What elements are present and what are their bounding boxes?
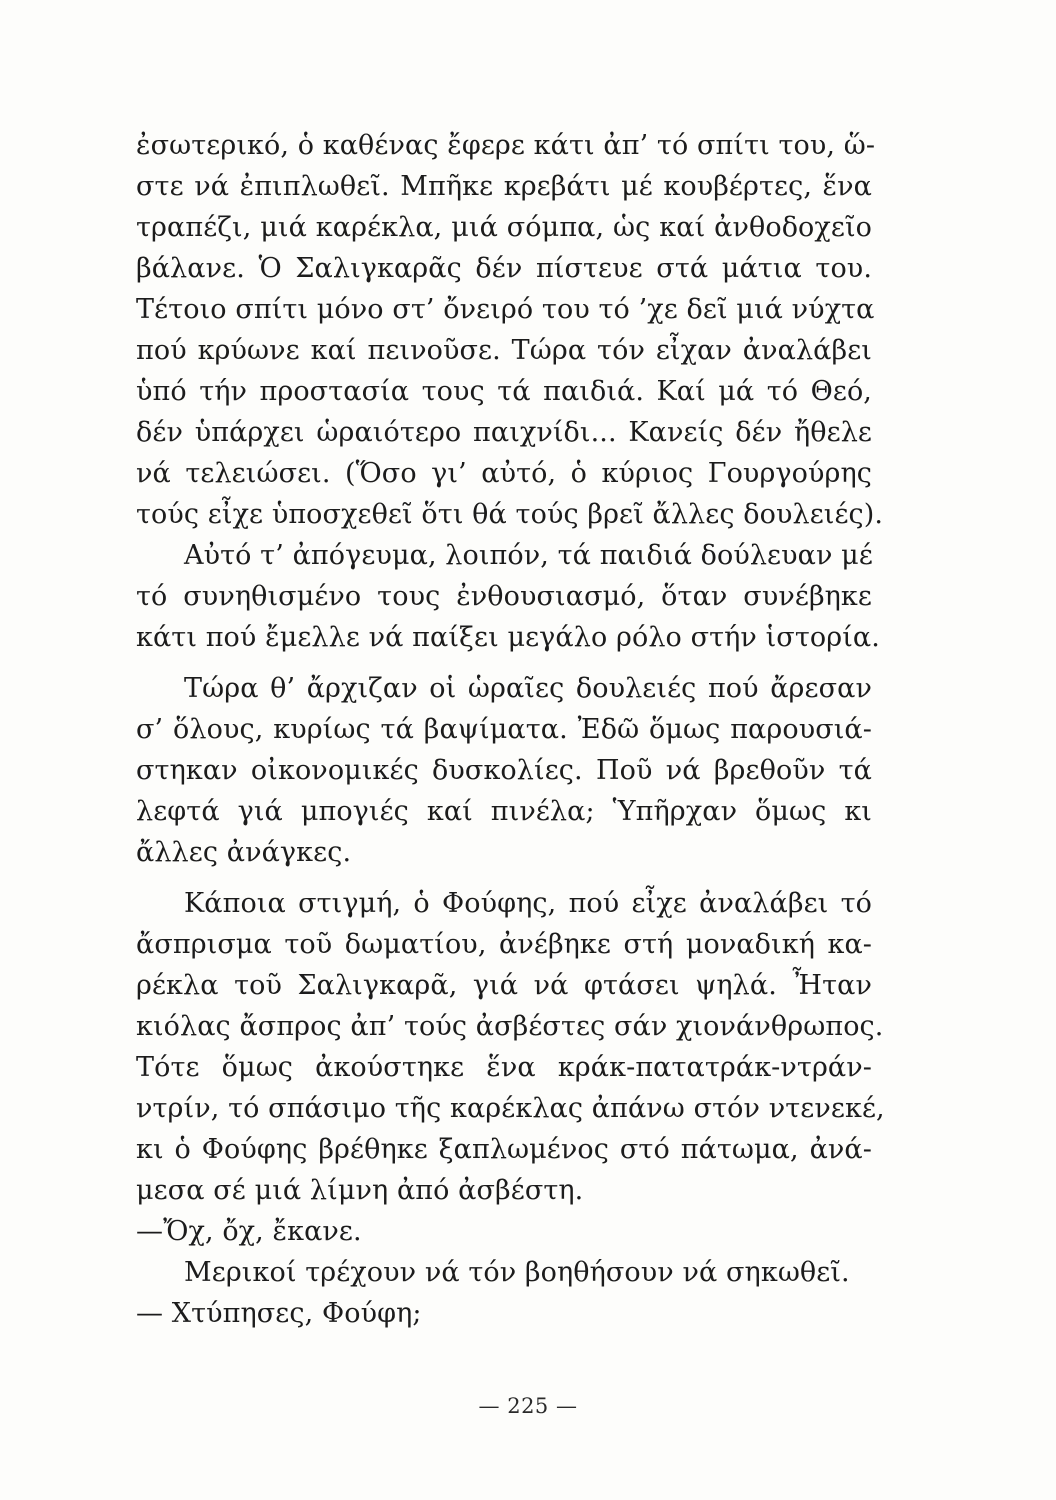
text-line: Τότε ὅμως ἀκούστηκε ἕνα κράκ-πατατράκ-ντράν- xyxy=(136,1052,872,1083)
text-line: βάλανε. Ὁ Σαλιγκαρᾶς δέν πίστευε στά μάτια του. xyxy=(136,253,872,284)
text-line: ἄσπρισμα τοῦ δωματίου, ἀνέβηκε στή μοναδική κα- xyxy=(136,929,872,960)
text-line: Τέτοιο σπίτι μόνο στ’ ὄνειρό του τό ’χε δεῖ μιά νύχτα xyxy=(136,294,875,325)
dialogue-line: —Ὄχ, ὄχ, ἔκανε. xyxy=(136,1216,362,1247)
text-line: ρέκλα τοῦ Σαλιγκαρᾶ, γιά νά φτάσει ψηλά. Ἦταν xyxy=(136,970,872,1001)
text-line: τραπέζι, μιά καρέκλα, μιά σόμπα, ὡς καί ἀνθοδοχεῖο xyxy=(136,212,872,243)
text-line: λεφτά γιά μπογιές καί πινέλα; Ὑπῆρχαν ὅμως κι xyxy=(136,796,872,827)
text-line: ἐσωτερικό, ὁ καθένας ἔφερε κάτι ἀπ’ τό σπίτι του, ὥ- xyxy=(136,130,876,161)
paragraph-start-line: Κάποια στιγμή, ὁ Φούφης, πού εἶχε ἀναλάβει τό xyxy=(184,888,872,919)
text-line: ὑπό τήν προστασία τους τά παιδιά. Καί μά τό Θεό, xyxy=(136,376,872,407)
text-line: στηκαν οἰκονομικές δυσκολίες. Ποῦ νά βρεθοῦν τά xyxy=(136,755,872,786)
paragraph-start-line: Τώρα θ’ ἄρχιζαν οἱ ὡραῖες δουλειές πού ἄρεσαν xyxy=(184,673,872,704)
text-line: κιόλας ἄσπρος ἀπ’ τούς ἀσβέστες σάν χιονάνθρωπος. xyxy=(136,1011,884,1042)
dialogue-line: — Χτύπησες, Φούφη; xyxy=(136,1298,422,1329)
paragraph-start-line: Αὐτό τ’ ἀπόγευμα, λοιπόν, τά παιδιά δούλευαν μέ xyxy=(184,540,873,571)
text-line: ντρίν, τό σπάσιμο τῆς καρέκλας ἀπάνω στόν ντενεκέ, xyxy=(136,1093,885,1124)
text-line: δέν ὑπάρχει ὡραιότερο παιχνίδι... Κανείς δέν ἤθελε xyxy=(136,417,872,448)
body-text xyxy=(136,125,885,1334)
text-line: νά τελειώσει. (Ὅσο γι’ αὐτό, ὁ κύριος Γουργούρης xyxy=(136,458,872,489)
text-line: ἄλλες ἀνάγκες. xyxy=(136,837,352,868)
text-line: μεσα σέ μιά λίμνη ἀπό ἀσβέστη. xyxy=(136,1175,584,1206)
text-line: σ’ ὅλους, κυρίως τά βαψίματα. Ἐδῶ ὅμως παρουσιά- xyxy=(136,714,872,745)
text-line: στε νά ἐπιπλωθεῖ. Μπῆκε κρεβάτι μέ κουβέρτες, ἕνα xyxy=(136,171,872,202)
text-line: πού κρύωνε καί πεινοῦσε. Τώρα τόν εἶχαν ἀναλάβει xyxy=(136,335,872,366)
text-line: τούς εἶχε ὑποσχεθεῖ ὅτι θά τούς βρεῖ ἄλλες δουλειές). xyxy=(136,499,884,530)
text-line: κάτι πού ἔμελλε νά παίξει μεγάλο ρόλο στήν ἱστορία. xyxy=(136,622,880,653)
text-line: κι ὁ Φούφης βρέθηκε ξαπλωμένος στό πάτωμα, ἀνά- xyxy=(136,1134,872,1165)
page-number: — 225 — xyxy=(478,1394,578,1418)
text-line: τό συνηθισμένο τους ἐνθουσιασμό, ὅταν συνέβηκε xyxy=(136,581,872,612)
paragraph-start-line: Μερικοί τρέχουν νά τόν βοηθήσουν νά σηκωθεῖ. xyxy=(184,1257,850,1288)
